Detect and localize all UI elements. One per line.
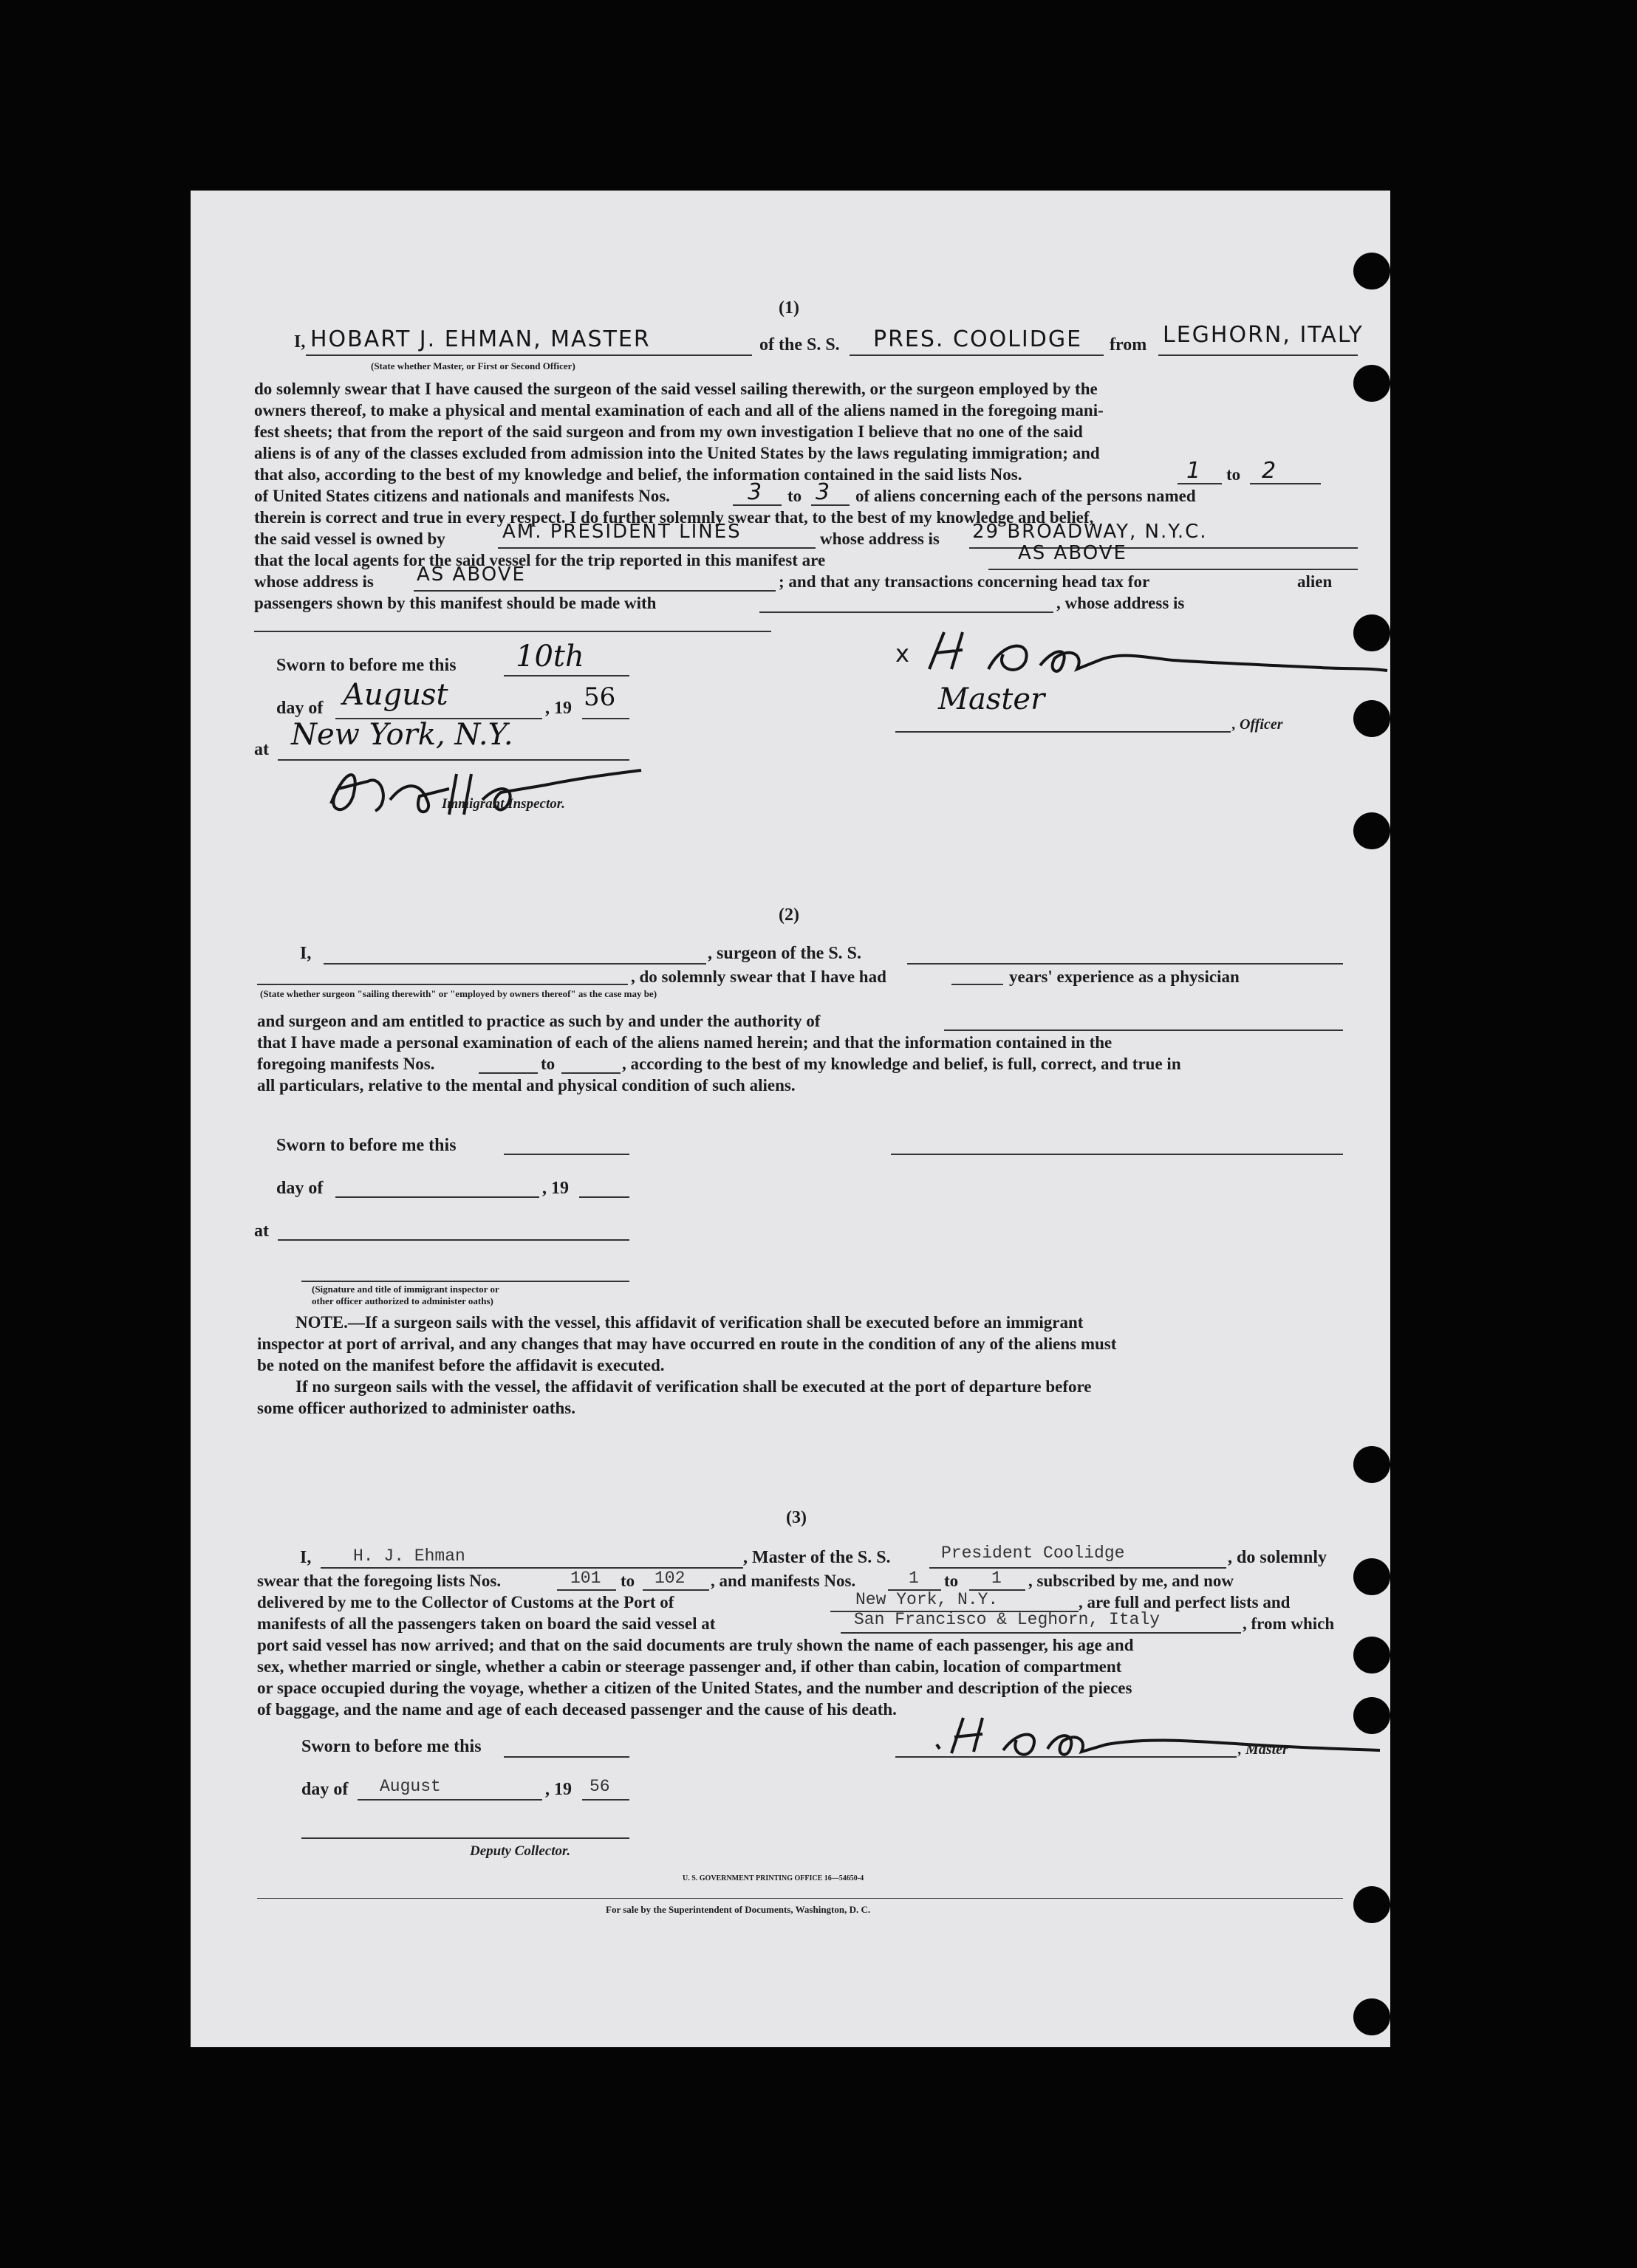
of-the-ss-label: of the S. S. [759, 335, 840, 354]
s3-line-6: sex, whether married or single, whether a cabin or steerage passenger and, if other than cabin, location of compartment [257, 1657, 1122, 1676]
s3-line-4a: manifests of all the passengers taken on board the said vessel at [257, 1614, 716, 1633]
from-port-handwritten: LEGHORN, ITALY [1163, 322, 1364, 348]
sworn-day-handwritten: 10th [516, 640, 584, 674]
master-signature [922, 625, 1390, 684]
s2-line-5c: , according to the best of my knowledge and belief, is full, correct, and true in [622, 1055, 1181, 1073]
manifests-from-handwritten: 3 [748, 479, 764, 505]
years-text: years' experience as a physician [1009, 967, 1240, 986]
day-of-label: day of [276, 699, 324, 718]
s3-deputy-label: Deputy Collector. [470, 1843, 571, 1859]
printing-office: U. S. GOVERNMENT PRINTING OFFICE 16—54650-4 [683, 1874, 864, 1882]
s3-name-typed: H. J. Ehman [353, 1546, 465, 1566]
s1-line-2: owners thereof, to make a physical and mental examination of each and all of the aliens named in the foregoing mani- [254, 401, 1104, 419]
s2-line-5a: foregoing manifests Nos. [257, 1055, 435, 1073]
s3-lists-from-typed: 101 [570, 1569, 601, 1588]
s3-master-signature [929, 1707, 1387, 1767]
s3-vessel-typed: President Coolidge [941, 1544, 1125, 1563]
section-2-number: (2) [779, 905, 799, 925]
s1-line-4: aliens is of any of the classes excluded from admission into the United States by the laws regulating immigration; and [254, 444, 1100, 462]
s1-line-7: therein is correct and true in every respect. I do further solemnly swear that, to the best of my knowledge and belief, [254, 508, 1094, 527]
s3-from-ports-typed: San Francisco & Leghorn, Italy [854, 1610, 1161, 1629]
note-line-1: NOTE.—If a surgeon sails with the vessel, this affidavit of verification shall be executed before an immigrant [295, 1313, 1084, 1332]
section-3-number: (3) [786, 1508, 807, 1527]
s3-port-typed: New York, N.Y. [855, 1590, 999, 1609]
s3-day-of-label: day of [301, 1780, 349, 1799]
punch-hole [1353, 1637, 1390, 1673]
s3-i-label: I, [300, 1548, 312, 1567]
punch-hole [1353, 1998, 1390, 2035]
s3-year-typed: 56 [589, 1777, 610, 1796]
signature-x: x [895, 640, 911, 668]
s3-line-3b: , are full and perfect lists and [1079, 1593, 1291, 1611]
punch-hole [1353, 1558, 1390, 1595]
note-line-3: be noted on the manifest before the affidavit is executed. [257, 1356, 665, 1374]
s2-year-label: , 19 [542, 1179, 569, 1198]
s3-month-typed: August [380, 1777, 441, 1796]
s2-line-5b: to [541, 1055, 556, 1073]
s1-line-8: the said vessel is owned by [254, 530, 445, 548]
master-name-handwritten: HOBART J. EHMAN, MASTER [310, 326, 651, 352]
year-prefix: , 19 [545, 699, 572, 718]
punch-hole [1353, 812, 1390, 849]
from-label: from [1110, 335, 1147, 354]
year-handwritten: 56 [584, 682, 616, 712]
at-label: at [254, 740, 269, 759]
s3-line-3a: delivered by me to the Collector of Customs at the Port of [257, 1593, 674, 1611]
inspector-title: Immigrant Inspector. [442, 796, 565, 812]
s3-and-manifests: , and manifests Nos. [711, 1572, 856, 1590]
punch-hole [1353, 365, 1390, 402]
sworn-label: Sworn to before me this [276, 656, 457, 675]
s3-do-solemnly: , do solemnly [1228, 1548, 1327, 1567]
s2-surgeon-label: , surgeon of the S. S. [708, 944, 862, 963]
s1-line-6: of United States citizens and nationals and manifests Nos. [254, 487, 670, 505]
s1-line-12: passengers shown by this manifest should be made with [254, 594, 657, 612]
lists-from-handwritten: 1 [1186, 458, 1203, 484]
punch-hole [1353, 700, 1390, 737]
state-note: (State whether Master, or First or Second Officer) [371, 360, 575, 371]
s2-line-6: all particulars, relative to the mental and physical condition of such aliens. [257, 1076, 796, 1094]
vessel-name-handwritten: PRES. COOLIDGE [873, 326, 1083, 352]
s3-year-prefix: , 19 [545, 1780, 572, 1799]
s2-line-4: that I have made a personal examination of each of the aliens named herein; and that the information contained in the [257, 1033, 1113, 1052]
to-label: to [1226, 465, 1241, 484]
manifests-to-handwritten: 3 [816, 479, 832, 505]
s3-master-sig-label: , Master [1238, 1741, 1288, 1758]
punch-hole [1353, 253, 1390, 290]
officer-label: , Officer [1232, 716, 1283, 733]
punch-hole [1353, 1886, 1390, 1923]
sale-note: For sale by the Superintendent of Documents, Washington, D. C. [606, 1904, 871, 1915]
i-label: I, [294, 332, 306, 352]
whose-address-end: , whose address is [1056, 594, 1185, 612]
s2-day-of-label: day of [276, 1179, 324, 1198]
s2-sig-note-2: other officer authorized to administer oaths) [312, 1295, 493, 1306]
s2-line-3: and surgeon and am entitled to practice as such by and under the authority of [257, 1012, 821, 1030]
month-handwritten: August [343, 678, 448, 712]
s1-line-9: that the local agents for the said vessel for the trip reported in this manifest are [254, 551, 826, 569]
s3-master-label: , Master of the S. S. [743, 1548, 891, 1567]
s1-line-1: do solemnly swear that I have caused the surgeon of the said vessel sailing therewith, or the surgeon employed by the [254, 380, 1098, 398]
s3-sworn-label: Sworn to before me this [301, 1737, 482, 1756]
s3-to-label: to [944, 1572, 959, 1590]
s3-lists-to-typed: 102 [655, 1569, 686, 1588]
manifest-page [191, 191, 1390, 2047]
s3-line-8: of baggage, and the name and age of each deceased passenger and the cause of his death. [257, 1700, 897, 1719]
note-line-2: inspector at port of arrival, and any changes that may have occurred en route in the condition of any of the aliens must [257, 1335, 1117, 1353]
whose-address-label: whose address is [820, 530, 940, 548]
s3-line-5: port said vessel has now arrived; and that on the said documents are truly shown the name of each passenger, his age and [257, 1636, 1134, 1654]
s2-sig-note-1: (Signature and title of immigrant inspector or [312, 1284, 499, 1295]
s2-sworn-label: Sworn to before me this [276, 1136, 457, 1155]
owner-handwritten: AM. PRESIDENT LINES [502, 521, 742, 543]
s3-line-4b: , from which [1243, 1614, 1335, 1633]
note-line-4: If no surgeon sails with the vessel, the affidavit of verification shall be executed at the port of departure before [295, 1377, 1092, 1396]
s1-line-3: fest sheets; that from the report of the said surgeon and from my own investigation I believe that no one of the said [254, 422, 1083, 441]
s2-at-label: at [254, 1222, 269, 1241]
to-label: to [787, 487, 802, 505]
agents-handwritten: AS ABOVE [1018, 542, 1127, 564]
s1-line-11: alien [1297, 572, 1333, 591]
note-line-5: some officer authorized to administer oaths. [257, 1399, 575, 1417]
master-rank-handwritten: Master [938, 682, 1045, 716]
s3-manifests-from-typed: 1 [909, 1569, 919, 1588]
s3-subscribed: , subscribed by me, and now [1028, 1572, 1234, 1590]
of-aliens-text: of aliens concerning each of the persons named [855, 487, 1196, 505]
inspector-signature [301, 759, 671, 826]
section-1-number: (1) [779, 298, 799, 318]
punch-hole [1353, 1446, 1390, 1483]
s3-line-2a: swear that the foregoing lists Nos. [257, 1572, 502, 1590]
lists-to-handwritten: 2 [1262, 458, 1278, 484]
s2-line-2: , do solemnly swear that I have had [631, 967, 886, 986]
place-handwritten: New York, N.Y. [291, 718, 513, 752]
s3-manifests-to-typed: 1 [991, 1569, 1002, 1588]
s1-line-10: whose address is [254, 572, 374, 591]
s2-state-note: (State whether surgeon "sailing therewith" or "employed by owners thereof" as the case may be) [260, 988, 657, 999]
owner-address-handwritten: 29 BROADWAY, N.Y.C. [972, 521, 1208, 543]
s2-i-label: I, [300, 944, 312, 963]
agents-address-handwritten: AS ABOVE [417, 563, 526, 586]
s3-to-label: to [621, 1572, 635, 1590]
s3-line-7: or space occupied during the voyage, whether a citizen of the United States, and the number and description of the pieces [257, 1679, 1132, 1697]
s1-line-5: that also, according to the best of my knowledge and belief, the information contained in the said lists Nos. [254, 465, 1022, 484]
transactions-text: ; and that any transactions concerning head tax for [779, 572, 1150, 591]
